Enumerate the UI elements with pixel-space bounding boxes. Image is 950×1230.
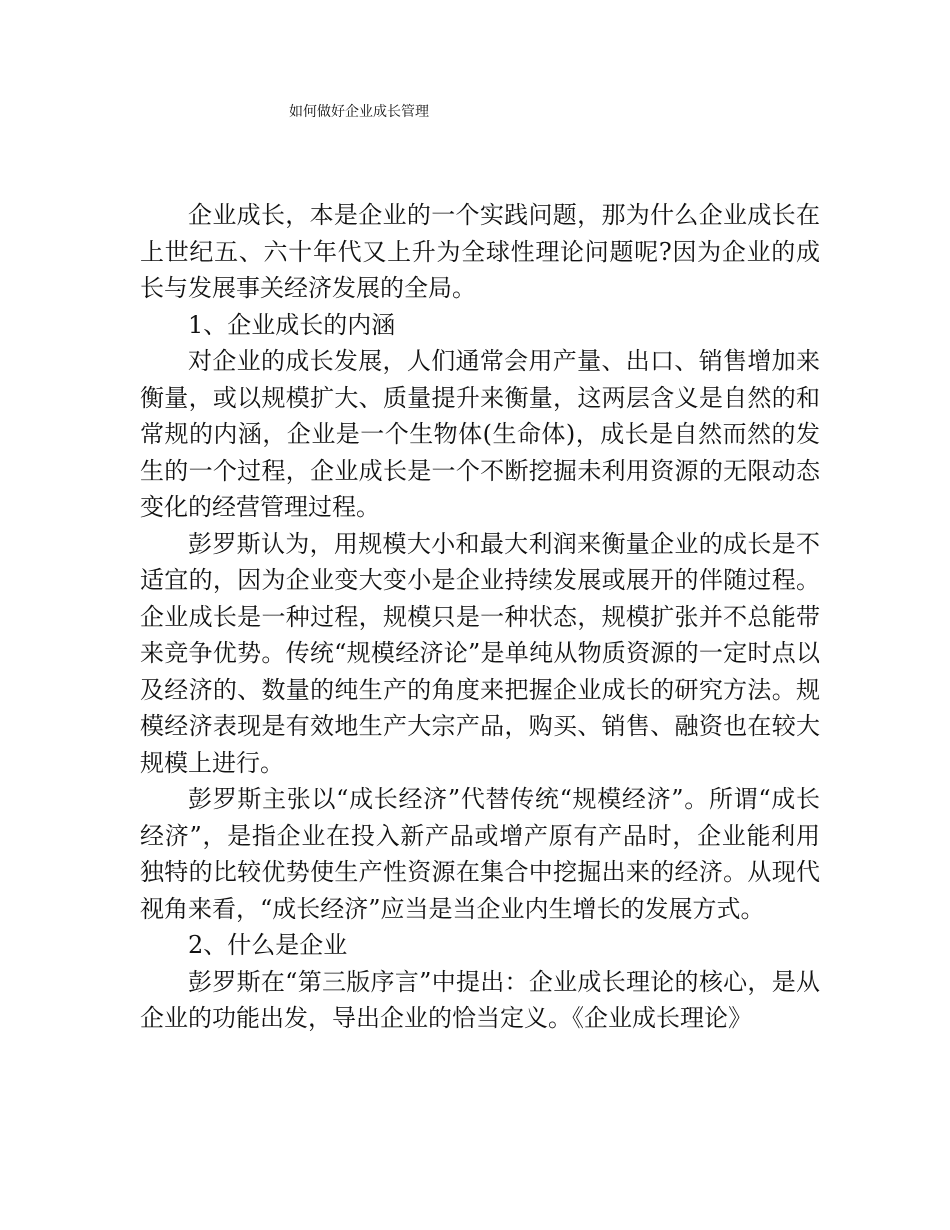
paragraph-definition: 彭罗斯在“第三版序言”中提出：企业成长理论的核心，是从企业的功能出发，导出企业的恰当定义。《企业成长理论》 <box>140 967 820 1032</box>
paragraph-connotation: 对企业的成长发展，人们通常会用产量、出口、销售增加来衡量，或以规模扩大、质量提升来衡量，这两层含义是自然的和常规的内涵，企业是一个生物体(生命体)，成长是自然而然的发生的一个过程，企业成长是一个不断挖掘未利用资源的无限动态变化的经营管理过程。 <box>140 347 820 521</box>
paragraph-growth-economy: 彭罗斯主张以“成长经济”代替传统“规模经济”。所谓“成长经济”，是指企业在投入新产品或增产原有产品时，企业能利用独特的比较优势使生产性资源在集合中挖掘出来的经济。从现代视角来看，“成长经济”应当是当企业内生增长的发展方式。 <box>140 785 820 923</box>
paragraph-intro: 企业成长，本是企业的一个实践问题，那为什么企业成长在上世纪五、六十年代又上升为全球性理论问题呢?因为企业的成长与发展事关经济发展的全局。 <box>140 201 820 302</box>
document-header: 如何做好企业成长管理 <box>289 104 429 120</box>
paragraph-penrose-scale: 彭罗斯认为，用规模大小和最大利润来衡量企业的成长是不适宜的，因为企业变大变小是企业持续发展或展开的伴随过程。企业成长是一种过程，规模只是一种状态，规模扩张并不总能带来竞争优势。传统“规模经济论”是单纯从物质资源的一定时点以及经济的、数量的纯生产的角度来把握企业成长的研究方法。规模经济表现是有效地生产大宗产品，购买、销售、融资也在较大规模上进行。 <box>140 529 820 777</box>
section-heading-2: 2、什么是企业 <box>188 931 348 959</box>
document-body <box>140 197 820 1037</box>
section-heading-1: 1、企业成长的内涵 <box>188 310 396 339</box>
